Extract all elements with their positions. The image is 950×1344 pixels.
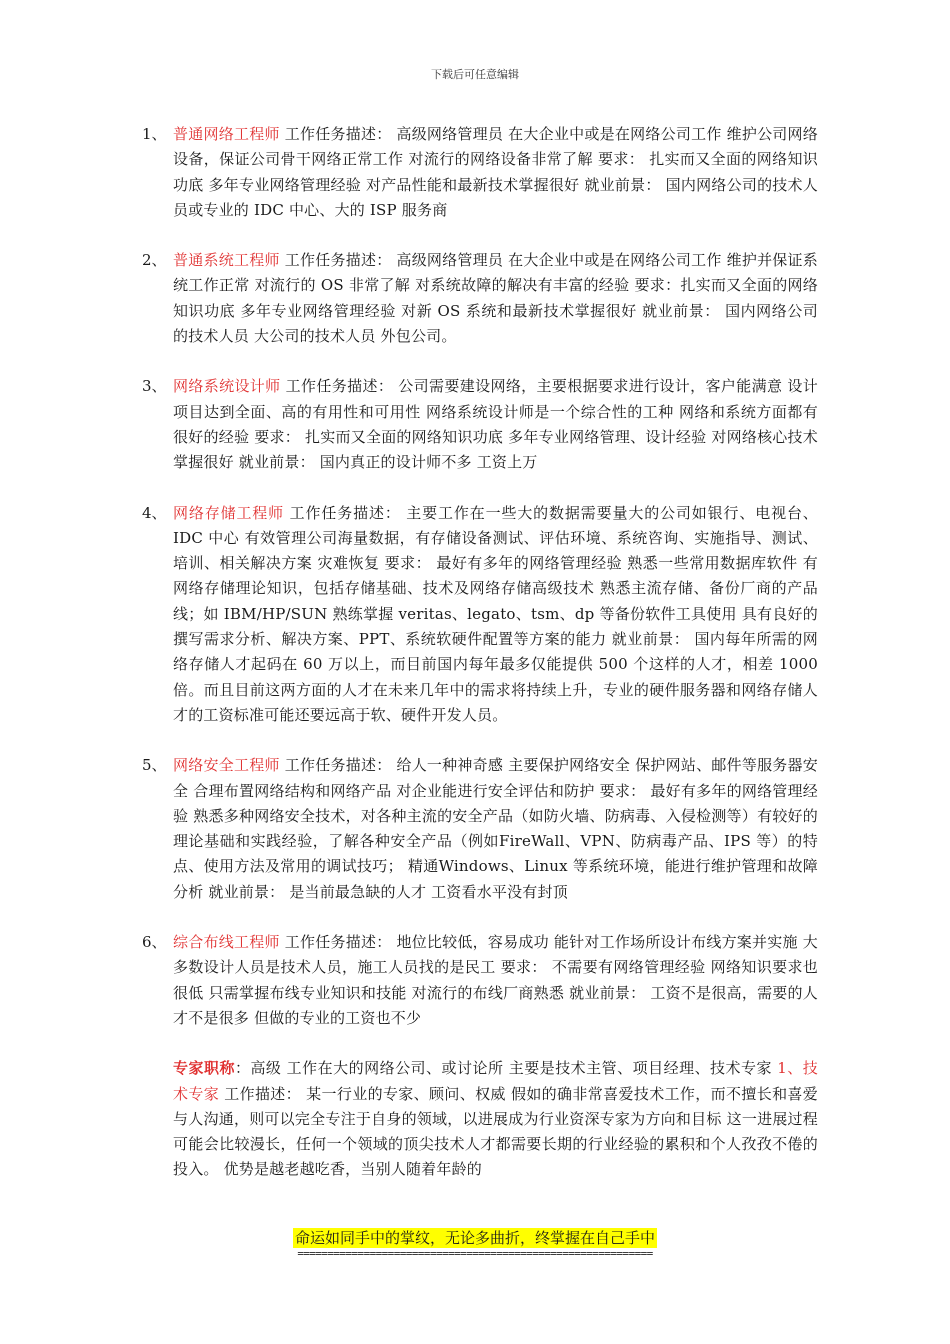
expert-body: 工作描述： 某一行业的专家、顾问、权威 假如的确非常喜爱技术工作，而不擅长和喜爱与人沟通，则可以完全专注于自身的领域，以进展成为行业资深专家为方向和目标 这一进展过程可能会比较漫长，任何一个领域的顶尖技术人才都需要长期的行业经验的累积和个人孜孜不倦的投入。 优势是越老越吃香，当别人随着年龄的	[173, 1084, 818, 1179]
item-paragraph	[173, 753, 818, 905]
item-number: 4、	[142, 503, 167, 522]
item-body: 工作任务描述： 公司需要建设网络，主要根据要求进行设计，客户能满意 设计项目达到全面、高的有用性和可用性 网络系统设计师是一个综合性的工种 网络和系统方面都有很好的经验 要求： 扎实而又全面的网络知识功底 多年专业网络管理、设计经验 对网络核心技术掌握很好 就业前景： 国内真正的设计师不多 工资上万	[173, 377, 818, 472]
expert-label: 专家职称	[173, 1059, 235, 1078]
expert-sub-title: 1、技术专家	[173, 1059, 818, 1103]
item-number: 3、	[142, 377, 167, 396]
item-title: 普通网络工程师	[173, 125, 280, 143]
list-item	[142, 753, 818, 905]
page-header: 下载后可任意编辑	[431, 68, 519, 81]
item-body: 工作任务描述： 高级网络管理员 在大企业中或是在网络公司工作 维护并保证系统工作正常 对流行的 OS 非常了解 对系统故障的解决有丰富的经验 要求：扎实而又全面的网络知识功底 多年专业网络管理经验 对新 OS 系统和最新技术掌握很好 就业前景： 国内网络公司的技术人员 大公司的技术人员 外包公司。	[173, 251, 818, 346]
item-number: 2、	[142, 251, 167, 270]
footer-divider: ===========================================================	[297, 1247, 653, 1260]
item-body: 工作任务描述： 主要工作在一些大的数据需要量大的公司如银行、电视台、IDC 中心 有效管理公司海量数据，有存储设备测试、评估环境、系统咨询、实施指导、测试、培训、相关解决方案 灾难恢复 要求： 最好有多年的网络管理经验 熟悉一些常用数据库软件 有网络存储理论知识，包括存储基础、技术及网络存储高级技术 熟悉主流存储、备份厂商的产品线；如 IBM/HP/SUN 熟练掌握 veritas、legato、tsm、dp 等备份软件工具使用 具有良好的撰写需求分析、解决方案、PPT、系统软硬件配置等方案的能力 就业前景： 国内每年所需的网络存储人才起码在 60 万以上，而目前国内每年最多仅能提供 500 个这样的人才，相差 1000 倍。而且目前这两方面的人才在未来几年中的需求将持续上升，专业的硬件服务器和网络存储人才的工资标准可能还要远高于软、硬件开发人员。	[173, 503, 818, 724]
list-item	[142, 374, 818, 475]
item-title: 网络存储工程师	[173, 503, 285, 522]
footer-motto: 命运如同手中的掌纹，无论多曲折，终掌握在自己手中	[294, 1229, 655, 1247]
item-paragraph	[173, 122, 818, 223]
expert-intro: ：高级 工作在大的网络公司、或讨论所 主要是技术主管、项目经理、技术专家	[234, 1059, 778, 1078]
list-item	[142, 930, 818, 1031]
item-paragraph	[173, 374, 818, 475]
list-item	[142, 122, 818, 223]
page-footer	[0, 1228, 950, 1260]
item-title: 网络安全工程师	[173, 756, 280, 775]
list-item	[142, 248, 818, 349]
item-paragraph	[173, 930, 818, 1031]
item-title: 综合布线工程师	[173, 933, 280, 952]
item-body: 工作任务描述： 地位比较低，容易成功 能针对工作场所设计布线方案并实施 大多数设计人员是技术人员，施工人员找的是民工 要求： 不需要有网络管理经验 网络知识要求也很低 只需掌握布线专业知识和技能 对流行的布线厂商熟悉 就业前景： 工资不是很高，需要的人才不是很多 但做的专业的工资也不少	[173, 933, 818, 1027]
item-number: 6、	[142, 933, 167, 952]
item-paragraph	[173, 248, 818, 349]
item-body: 工作任务描述： 高级网络管理员 在大企业中或是在网络公司工作 维护公司网络设备，保证公司骨干网络正常工作 对流行的网络设备非常了解 要求： 扎实而又全面的网络知识功底 多年专业网络管理经验 对产品性能和最新技术掌握很好 就业前景： 国内网络公司的技术人员或专业的 IDC 中心、大的 ISP 服务商	[173, 125, 818, 219]
document-body	[142, 122, 818, 1183]
expert-paragraph	[142, 1056, 818, 1182]
item-number: 1、	[142, 125, 167, 143]
item-body: 工作任务描述： 给人一种神奇感 主要保护网络安全 保护网站、邮件等服务器安全 合理布置网络结构和网络产品 对企业能进行安全评估和防护 要求： 最好有多年的网络管理经验 熟悉多种网络安全技术，对各种主流的安全产品（如防火墙、防病毒、入侵检测等）有较好的理论基础和实践经验，了解各种安全产品（例如FireWall、VPN、防病毒产品、IPS 等）的特点、使用方法及常用的调试技巧； 精通Windows、Linux 等系统环境，能进行维护管理和故障分析 就业前景： 是当前最急缺的人才 工资看水平没有封顶	[173, 756, 818, 901]
item-title: 普通系统工程师	[173, 251, 280, 270]
item-number: 5、	[142, 756, 167, 775]
item-title: 网络系统设计师	[173, 377, 281, 396]
item-paragraph	[173, 501, 818, 729]
list-item	[142, 501, 818, 729]
